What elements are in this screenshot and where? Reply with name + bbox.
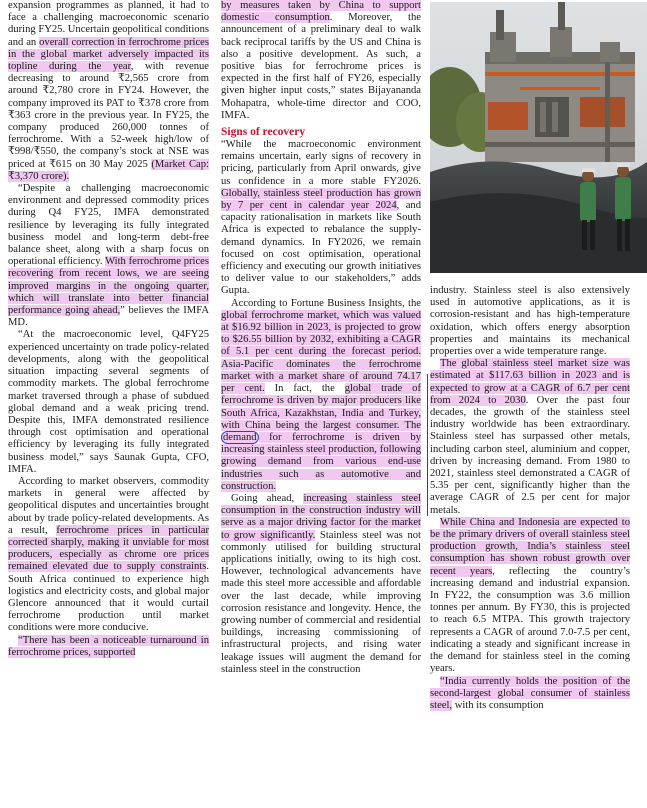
highlighted-text: overall correction in ferrochrome prices in the global market adversely impacted its topline during the year (8, 36, 210, 73)
highlighted-text: for ferrochrome is driven by increasing stainless steel production, following growing demand from various end-use industries such as automotive and construction. (221, 431, 421, 492)
paragraph: industry. Stainless steel is also extensively used in automotive applications, as it is corrosion-resistant and has high-temperature oxidation, which offers energy absorption properties and maintains its mechanical properties over a wide temperature range. (430, 285, 630, 358)
highlighted-text: “There has been a noticeable turnaround in ferrochrome prices, supported (8, 634, 209, 658)
highlighted-text: increasing stainless steel consumption in the construction industry will serve as a major driving factor for the market to grow significantly. (221, 492, 421, 541)
article-column-3 (430, 285, 630, 712)
highlighted-text: Globally, stainless steel production has grown by 7 per cent in calendar year 2024 (221, 187, 421, 212)
circled-word: demand (223, 431, 257, 443)
paragraph: The global stainless steel market size was estimated at $117.63 billion in 2023 and is expected to grow at a CAGR of 6.7 per cent from 2024 to 2030. Over the past four decades, the growth of the stainless steel industry worldwide has been extraordinary. Stainless steel has surpassed other metals, including carbon steel, aluminium and copper, driven by increasing demand. From 1980 to 2021, stainless steel demonstrated a CAGR of 5.35 per cent, significantly higher than the average CAGR of 2.5 per cent for major metals. (430, 358, 631, 516)
highlighted-text: With ferrochrome prices recovering from recent lows, we are seeing improved margins in the ongoing quarter, which will translate into better financial performance going ahead, (8, 256, 210, 317)
section-heading: Signs of recovery (221, 126, 306, 139)
margin-annotation-line (427, 374, 428, 516)
paragraph: “India currently holds the position of the second-largest global consumer of stainless steel, with its consumption (430, 675, 630, 711)
highlighted-text: global trade of ferrochrome is driven by major producers like South Africa, Kazakhstan, India and Turkey, with China being the largest consumer. The (221, 383, 421, 431)
highlighted-text: The global stainless steel market size was estimated at $117.63 billion in 2023 and is expected to grow at a CAGR of 6.7 per cent from 2024 to 2030 (430, 358, 630, 406)
article-column-1 (8, 0, 209, 659)
highlighted-text: global ferrochrome market, which was valued at $16.92 billion in 2023, is projected to grow to $26.55 billion by 2032, exhibiting a CAGR of 5.1 per cent during the forecast period. Asia-Pacific dominates the ferrochrome market with a market share of around 74.17 per cent. (221, 309, 421, 395)
highlighted-text: by measures taken by China to support domestic consumption (221, 0, 421, 24)
plant-illustration (430, 2, 647, 273)
highlighted-text: While China and Indonesia are expected to be the primary drivers of overall stainless steel production growth, India’s stainless steel consumption has shown robust growth over recent years (430, 516, 630, 577)
paragraph: “At the macroeconomic level, Q4FY25 experienced uncertainty on trade policy-related developments, along with the geopolitical situation impacting several segments of commodity markets. The global ferrochrome market traversed through a phase of subdued global demand and a weak pricing trend. Despite this, IMFA demonstrated resilience through cost optimisation and operational efficiency by leveraging its fully integrated business model,” says Saunak Gupta, CFO, IMFA. (8, 329, 209, 475)
paragraph: Going ahead, increasing stainless steel consumption in the construction industry will serve as a major driving factor for the market to grow significantly. Stainless steel was not commonly utilised for building structural applications initially, owing to its high cost. However, technological advancements have made this steel more accessible and affordable over the last decade, while improving corrosion resistance and longevity. Hence, the growing number of commercial and residential buildings, increasing commissioning of infrastructural projects, and rising water leakage issues will augment the demand for stainless steel in the construction (221, 492, 422, 675)
paragraph: expansion programmes as planned, it had to face a challenging macroeconomic scenario during FY25. Uncertain geopolitical conditions and an overall correction in ferrochrome prices in the global market adversely impacted its topline during the year, with revenue decreasing to around ₹2,565 crore from around ₹2,780 crore in FY24. However, the company improved its PAT to ₹378 crore from ₹363 crore in the previous year. In FY25, the company produced 260,000 tonnes of ferrochrome. With a 52-week high/low of ₹998/₹550, the company’s stock at NSE was priced at ₹615 on 30 May 2025 (Market Cap: ₹3,370 crore). (8, 0, 210, 182)
paragraph: “While the macroeconomic environment remains uncertain, early signs of recovery in pricing, particularly from April onwards, give us confidence in a more stable FY2026. Globally, stainless steel production has grown by 7 per cent in calendar year 2024, and capacity rationalisation in markets like South Africa is expected to rebalance the supply-demand dynamics. In FY2026, we remain focused on cost optimisation, operational efficiency and executing our growth initiatives to deliver value to our stakeholders,” adds Gupta. (221, 139, 422, 297)
highlighted-text: ferrochrome prices in particular corrected sharply, making it unviable for most producers, especially as chrome ore prices remained elevated due to supply constraints (8, 524, 209, 573)
paragraph: While China and Indonesia are expected to be the primary drivers of overall stainless steel production growth, India’s stainless steel consumption has shown robust growth over recent years, reflecting the country’s increasing demand and industrial expansion. In FY22, the consumption was 3.6 million tonnes per annum. By FY30, this is projected to reach 6.5 MTPA. This growth trajectory represents a CAGR of around 7.0-7.5 per cent, indicating a steady and significant increase in the demand for stainless steel in the coming years. (430, 516, 630, 675)
ferrochrome-plant-photo (430, 2, 647, 273)
highlighted-text: “India currently holds the position of the second-largest global consumer of stainless steel, (430, 675, 630, 711)
paragraph: by measures taken by China to support domestic consumption. Moreover, the announcement of a preliminary deal to walk back reciprocal tariffs by the US and China is also a positive development. As such, a positive bias for ferrochrome prices is expected in the first half of FY26, especially given higher input costs,” states Bijayananda Mohapatra, whole-time director and COO, IMFA. (221, 0, 421, 121)
paragraph (8, 635, 209, 659)
paragraph: According to Fortune Business Insights, the global ferrochrome market, which was valued at $16.92 billion in 2023, is projected to grow to $26.55 billion by 2032, exhibiting a CAGR of 5.1 per cent during the forecast period. Asia-Pacific dominates the ferrochrome market with a market share of around 74.17 per cent. In fact, the global trade of ferrochrome is driven by major producers like South Africa, Kazakhstan, India and Turkey, with China being the largest consumer. The demand for ferrochrome is driven by increasing stainless steel production, following growing demand from various end-use industries such as automotive and construction. (221, 297, 421, 492)
article-column-2 (221, 0, 421, 676)
highlighted-text: (Market Cap: ₹3,370 crore). (8, 158, 209, 182)
paragraph: “Despite a challenging macroeconomic environment and depressed commodity prices during Q4 FY25, IMFA demonstrated resilience by leveraging its fully integrated business model and long-term debt-free balance sheet, along with a sharp focus on operational efficiency. With ferrochrome prices recovering from recent lows, we are seeing improved margins in the ongoing quarter, which will translate into better financial performance going ahead,” believes the IMFA MD. (8, 183, 210, 329)
paragraph: According to market observers, commodity markets in general were affected by geopolitical disputes and uncertainties brought about by trade policy-related developments. As a result, ferrochrome prices in particular corrected sharply, making it unviable for most producers, especially as chrome ore prices remained elevated due to supply constraints. South Africa continued to experience high logistics and electricity costs, and global major Glencore announced that it would curtail ferrochrome production until market conditions were more conducive. (8, 475, 209, 634)
